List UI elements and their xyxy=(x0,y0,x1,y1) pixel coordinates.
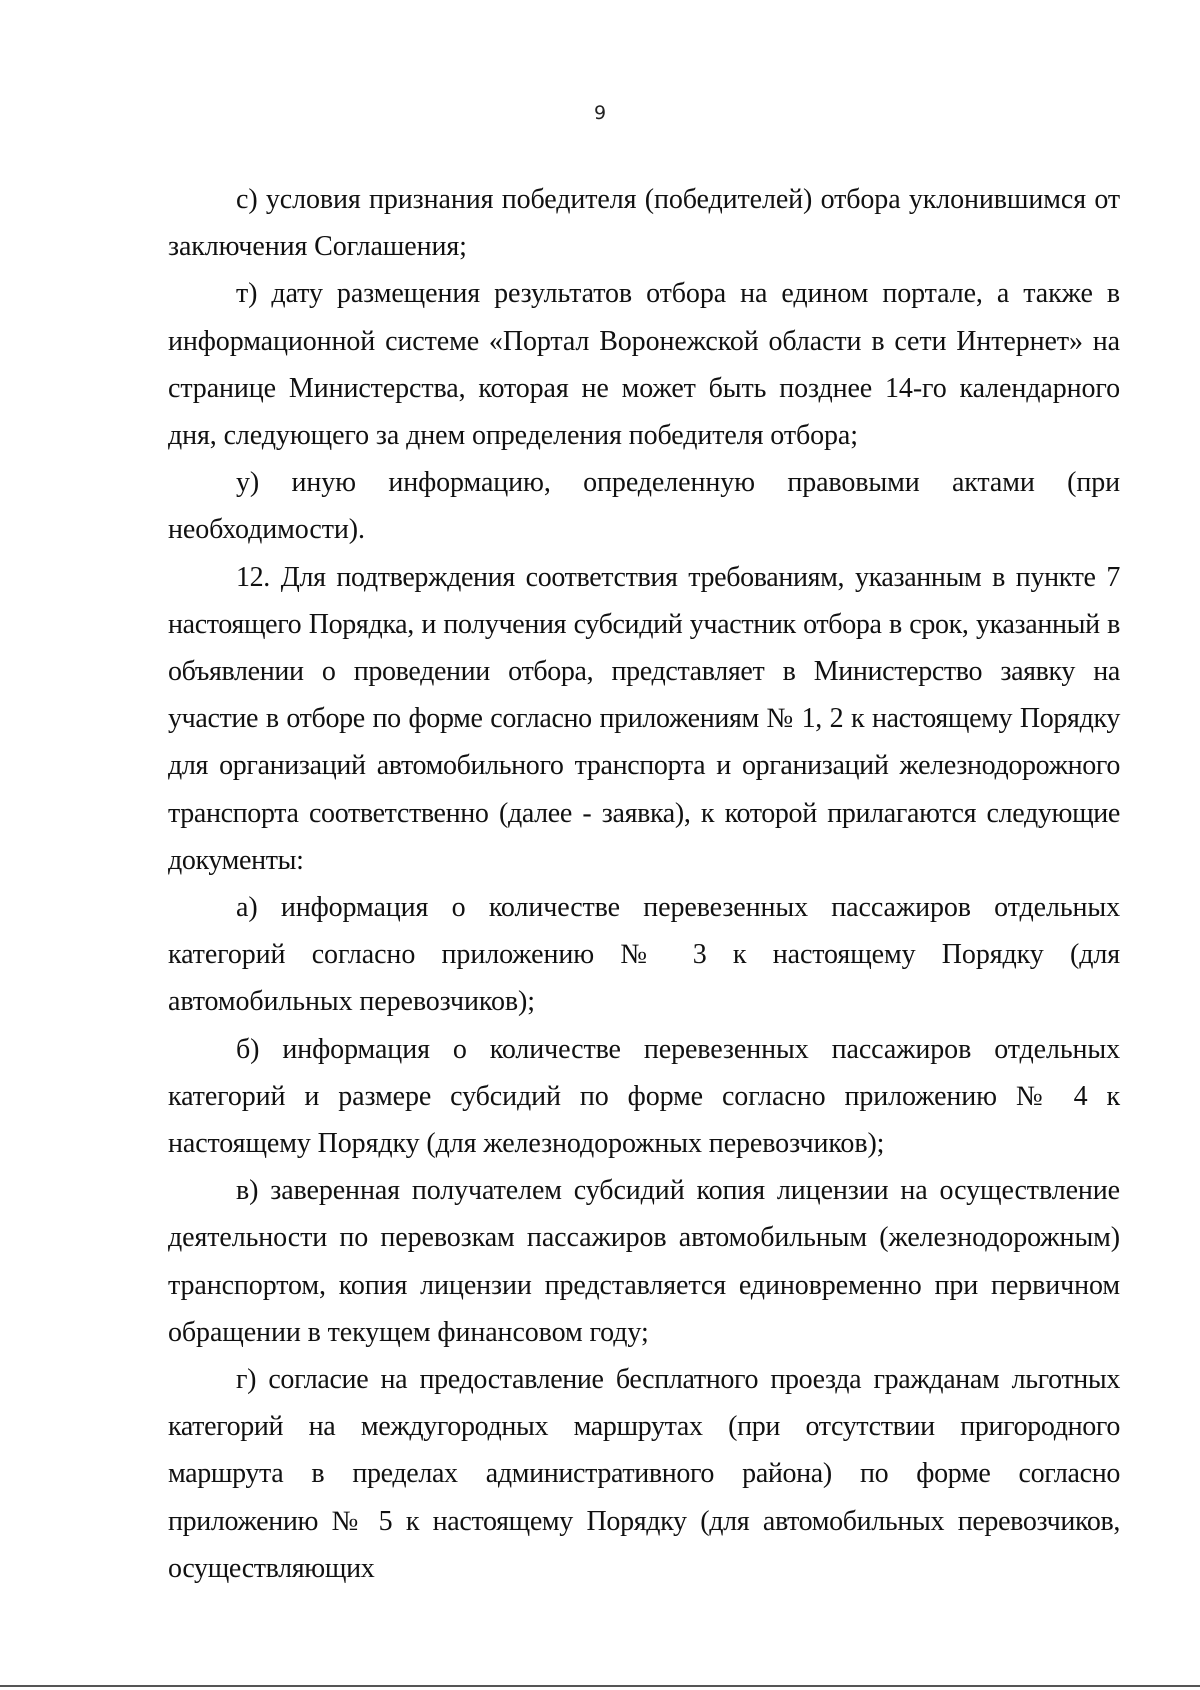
paragraph-item-g: г) согласие на предоставление бесплатного проезда гражданам льготных категорий на междугородных маршрутах (при отсутствии пригородного маршрута в пределах административного района) по форме согласно приложению № 5 к настоящему Порядку (для автомобильных перевозчиков, осуществляющих xyxy=(168,1364,1120,1584)
document-body xyxy=(168,176,1120,1592)
paragraph-item-u: у) иную информацию, определенную правовыми актами (при необходимости). xyxy=(168,467,1120,546)
paragraph-item-b: б) информация о количестве перевезенных пассажиров отдельных категорий и размере субсидий по форме согласно приложению № 4 к настоящему Порядку (для железнодорожных перевозчиков); xyxy=(168,1033,1120,1160)
paragraph-item-a: а) информация о количестве перевезенных пассажиров отдельных категорий согласно приложению № 3 к настоящему Порядку (для автомобильных перевозчиков); xyxy=(168,892,1120,1018)
paragraph-item-v: в) заверенная получателем субсидий копия лицензии на осуществление деятельности по перевозкам пассажиров автомобильным (железнодорожным) транспортом, копия лицензии представляется единовременно при первичном обращении в текущем финансовом году; xyxy=(168,1175,1120,1348)
paragraph-item-s: с) условия признания победителя (победителей) отбора уклонившимся от заключения Соглашения; xyxy=(168,184,1120,263)
paragraph-item-t: т) дату размещения результатов отбора на едином портале, а также в информационной системе «Портал Воронежской области в сети Интернет» на странице Министерства, которая не может быть позднее 14-го календарного дня, следующего за днем определения победителя отбора; xyxy=(168,278,1120,452)
page-bottom-edge xyxy=(0,1685,1200,1687)
paragraph-clause-12: 12. Для подтверждения соответствия требованиям, указанным в пункте 7 настоящего Порядка, и получения субсидий участник отбора в срок, указанный в объявлении о проведении отбора, представляет в Министерство заявку на участие в отборе по форме согласно приложениям № 1, 2 к настоящему Порядку для организаций автомобильного транспорта и организаций железнодорожного транспорта соответственно (далее - заявка), к которой прилагаются следующие документы: xyxy=(168,561,1120,876)
page-number: 9 xyxy=(593,102,607,124)
